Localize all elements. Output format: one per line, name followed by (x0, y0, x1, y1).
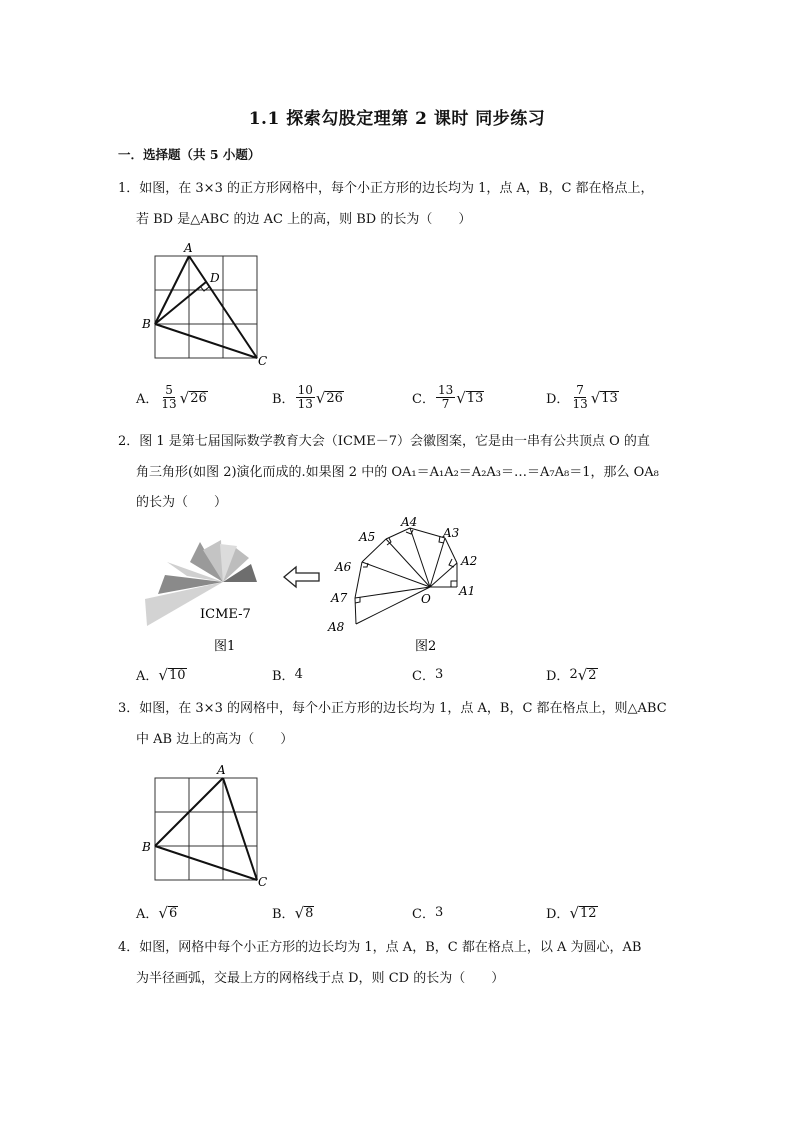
q3-line-1: 3．如图，在 3×3 的网格中，每个小正方形的边长均为 1，点 A，B，C 都在格点上，则△ABC (118, 701, 667, 716)
q3-label-c: C (258, 875, 268, 889)
q2-line-2: 角三角形(如图 2)演化而成的.如果图 2 中的 OA₁＝A₁A₂＝A₂A₃＝…＝A₇A₈＝1，那么 OA₈ (136, 465, 659, 480)
q2-option-a[interactable]: A． √ 10 (136, 665, 186, 684)
section-heading: 一．选择题（共 5 小题） (118, 147, 261, 162)
q2-line-3: 的长为（ ） (136, 495, 228, 510)
q1-label-b: B (142, 317, 151, 331)
icme-logo-figure (140, 520, 270, 655)
q3-option-d[interactable]: D． √ 12 (546, 903, 597, 922)
q1-option-c[interactable]: C． $\frac{13}{7}$ √ 13 (412, 383, 484, 411)
q1-label-d: D (210, 271, 220, 285)
q3-grid-figure (138, 762, 278, 892)
q1-grid-figure (138, 238, 278, 368)
q3-triangle (155, 778, 257, 880)
q1-line-1: 1．如图，在 3×3 的正方形网格中，每个小正方形的边长均为 1，点 A，B，C 都在格点上， (118, 181, 654, 196)
icme-logo-text: ICME-7 (200, 607, 251, 622)
q4-line-1: 4．如图，网格中每个小正方形的边长均为 1，点 A，B，C 都在格点上，以 A 为圆心，AB (118, 940, 642, 955)
q3-option-a[interactable]: A． √ 6 (136, 903, 178, 922)
page-title: 1.1 探索勾股定理第 2 课时 同步练习 (248, 109, 546, 129)
label-a7: A7 (331, 591, 348, 605)
q3-option-b[interactable]: B． √ 8 (272, 903, 314, 922)
q3-option-c[interactable]: C． 3 (412, 905, 444, 922)
spiral-triangles-figure (325, 512, 495, 657)
q1-option-b[interactable]: B． $\frac{10}{13}$ √ 26 (272, 383, 343, 411)
label-a8: A8 (328, 620, 345, 634)
figure-1-caption: 图1 (214, 639, 236, 654)
label-a5: A5 (359, 530, 376, 544)
q2-line-1: 2．图 1 是第七届国际数学教育大会（ICME－7）会徽图案，它是由一串有公共顶点 O 的直 (118, 434, 650, 449)
label-a3: A3 (443, 526, 460, 540)
q1-label-a: A (184, 241, 193, 255)
label-a1: A1 (459, 584, 476, 598)
q1-line-2: 若 BD 是△ABC 的边 AC 上的高，则 BD 的长为（ ） (136, 212, 472, 227)
figure-2-caption: 图2 (415, 639, 437, 654)
q2-option-d[interactable]: D． 2 √ 2 (546, 665, 597, 684)
label-a2: A2 (461, 554, 478, 568)
q3-label-b: B (142, 840, 151, 854)
label-o: O (421, 592, 431, 606)
q1-option-a[interactable]: A． $\frac{5}{13}$ √ 26 (136, 383, 207, 411)
left-arrow-icon (282, 565, 322, 589)
q2-option-c[interactable]: C． 3 (412, 667, 444, 684)
q1-option-d[interactable]: D． $\frac{7}{13}$ √ 13 (546, 383, 618, 411)
q1-triangle (155, 256, 257, 358)
q3-line-2: 中 AB 边上的高为（ ） (136, 732, 294, 747)
q1-label-c: C (258, 354, 268, 368)
q4-line-2: 为半径画弧，交最上方的网格线于点 D，则 CD 的长为（ ） (136, 971, 505, 986)
q2-option-b[interactable]: B． 4 (272, 667, 303, 684)
label-a4: A4 (401, 515, 418, 529)
q3-label-a: A (217, 763, 226, 777)
label-a6: A6 (335, 560, 352, 574)
